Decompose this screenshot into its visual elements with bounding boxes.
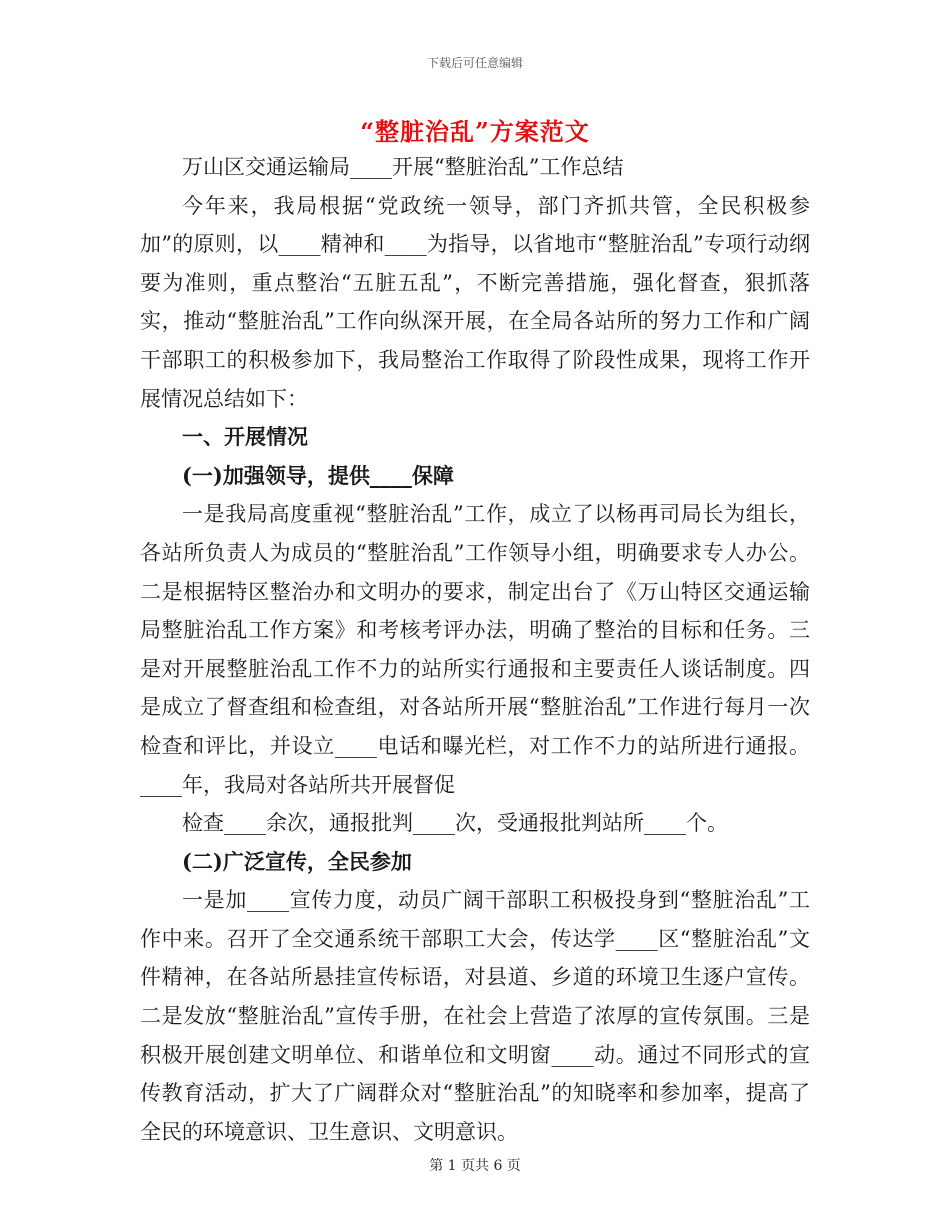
subsection-heading-1: (一)加强领导，提供____保障: [182, 462, 454, 488]
document-body: [140, 148, 810, 1151]
subsection-heading-2: (二)广泛宣传，全民参加: [182, 848, 412, 874]
subsection-1-paragraph-continued: 检查____余次，通报批判____次，受通报批判站所____个。: [182, 811, 728, 836]
subsection-2-paragraph: 一是加____宣传力度，动员广阔干部职工积极投身到“整脏治乱”工作中来。召开了全交通系统干部职工大会，传达学____区“整脏治乱”文件精神，在各站所悬挂宣传标语，对县道、乡道的环境卫生逐户宣传。二是发放“整脏治乱”宣传手册，在社会上营造了浓厚的宣传氛围。三是积极开展创建文明单位、和谐单位和文明窗____动。通过不同形式的宣传教育活动，扩大了广阔群众对“整脏治乱”的知晓率和参加率，提高了全民的环境意识、卫生意识、文明意识。: [140, 888, 810, 1144]
document-subtitle: 万山区交通运输局____开展“整脏治乱”工作总结: [182, 155, 624, 179]
subsection-1-paragraph: 一是我局高度重视“整脏治乱”工作，成立了以杨再司局长为组长，各站所负责人为成员的“整脏治乱”工作领导小组，明确要求专人办公。二是根据特区整治办和文明办的要求，制定出台了《万山特区交通运输局整脏治乱工作方案》和考核考评办法，明确了整治的目标和任务。三是对开展整脏治乱工作不力的站所实行通报和主要责任人谈话制度。四是成立了督查组和检查组，对各站所开展“整脏治乱”工作进行每月一次检查和评比，并设立____电话和曝光栏，对工作不力的站所进行通报。____年，我局对各站所共开展督促: [140, 502, 810, 797]
section-heading: 一、开展情况: [182, 424, 308, 450]
intro-paragraph: 今年来，我局根据“党政统一领导，部门齐抓共管，全民积极参加”的原则，以____精神和____为指导，以省地市“整脏治乱”专项行动纲要为准则，重点整治“五脏五乱”，不断完善措施，强化督查，狠抓落实，推动“整脏治乱”工作向纵深开展，在全局各站所的努力工作和广阔干部职工的积极参加下，我局整治工作取得了阶段性成果，现将工作开展情况总结如下：: [140, 193, 810, 411]
header-note: 下载后可任意编辑: [426, 56, 523, 70]
page-footer: 第 1 页共 6 页: [429, 1158, 521, 1174]
document-title: “整脏治乱”方案范文: [360, 117, 590, 146]
